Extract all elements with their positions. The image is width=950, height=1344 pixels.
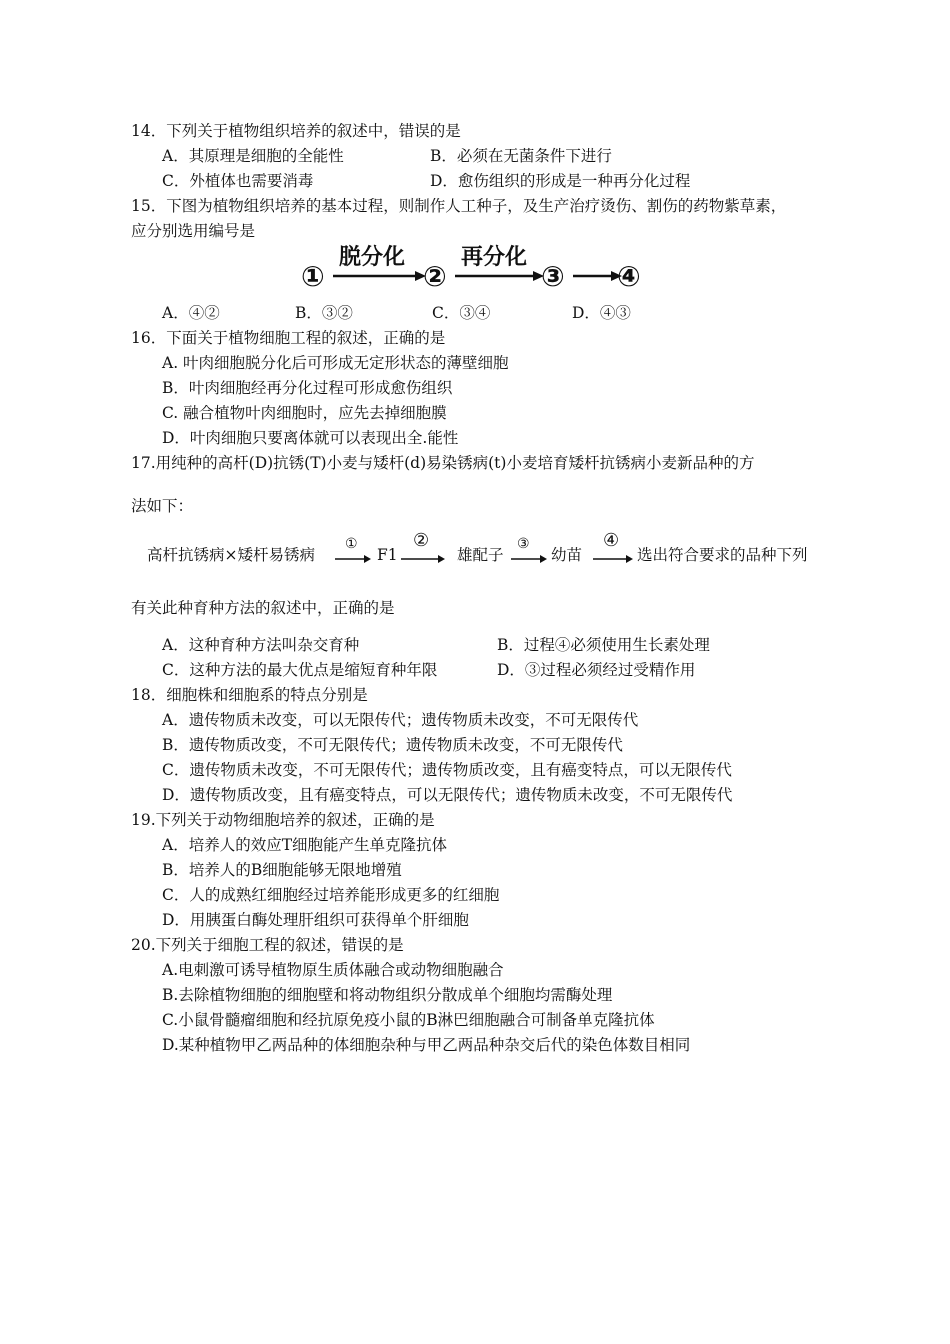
flow-step-3-label: ③ (517, 536, 530, 552)
q15-option-d: D．④③ (572, 304, 631, 322)
q17-stem-line1: 17.用纯种的高杆(D)抗锈(T)小麦与矮杆(d)易染锈病(t)小麦培育矮杆抗锈病小麦新品种的方 (131, 454, 755, 472)
q20-option-d: D.某种植物甲乙两品种的体细胞杂种与甲乙两品种杂交后代的染色体数目相同 (162, 1036, 691, 1054)
flow-step-2-label: ② (413, 530, 430, 551)
diagram-node-3: ③ (541, 260, 565, 293)
diagram-label-redifferentiation: 再分化 (461, 245, 528, 270)
q17-stem-line3: 有关此种育种方法的叙述中，正确的是 (131, 599, 395, 617)
flow-step-1-label: ① (345, 536, 358, 552)
q14-option-c: C．外植体也需要消毒 (162, 172, 314, 190)
q19-option-b: B．培养人的B细胞能够无限地增殖 (162, 861, 402, 879)
flow-arrow-3 (511, 554, 547, 564)
q19-option-c: C．人的成熟红细胞经过培养能形成更多的红细胞 (162, 886, 500, 904)
q15-option-c: C．③④ (432, 304, 491, 322)
q17-option-c: C．这种方法的最大优点是缩短育种年限 (162, 661, 438, 679)
q20-option-a: A.电刺激可诱导植物原生质体融合或动物细胞融合 (162, 961, 504, 979)
q16-option-a: A. 叶肉细胞脱分化后可形成无定形状态的薄壁细胞 (162, 354, 509, 372)
flow-arrow-4 (593, 554, 633, 564)
flow-f1: F1 (377, 546, 398, 564)
q18-option-c: C．遗传物质未改变，不可无限传代；遗传物质改变，且有癌变特点，可以无限传代 (162, 761, 732, 779)
q17-option-b: B．过程④必须使用生长素处理 (497, 636, 710, 654)
q18-option-d: D．遗传物质改变，且有癌变特点，可以无限传代；遗传物质未改变，不可无限传代 (162, 786, 733, 804)
q15-option-a: A．④② (162, 304, 220, 322)
diagram-node-4: ④ (617, 260, 641, 293)
q17-option-a: A．这种育种方法叫杂交育种 (162, 636, 360, 654)
flow-start: 高杆抗锈病×矮杆易锈病 (147, 546, 315, 564)
tissue-culture-diagram (295, 238, 655, 298)
flow-male-gamete: 雄配子 (457, 546, 504, 564)
flow-arrow-2 (401, 554, 445, 564)
q19-option-d: D．用胰蛋白酶处理肝组织可获得单个肝细胞 (162, 911, 469, 929)
diagram-node-1: ① (301, 260, 325, 293)
q14-option-b: B．必须在无菌条件下进行 (430, 147, 612, 165)
q14-option-a: A．其原理是细胞的全能性 (162, 147, 344, 165)
diagram-node-2: ② (423, 260, 447, 293)
q19-option-a: A．培养人的效应T细胞能产生单克隆抗体 (162, 836, 448, 854)
q18-option-b: B．遗传物质改变，不可无限传代；遗传物质未改变，不可无限传代 (162, 736, 623, 754)
q20-stem: 20.下列关于细胞工程的叙述，错误的是 (131, 936, 404, 954)
q16-option-c: C. 融合植物叶肉细胞时，应先去掉细胞膜 (162, 404, 447, 422)
breeding-flow (131, 530, 851, 570)
q17-option-d: D．③过程必须经过受精作用 (497, 661, 696, 679)
q15-stem-line2: 应分别选用编号是 (131, 222, 256, 240)
diagram-label-dedifferentiation: 脱分化 (339, 245, 406, 270)
q16-option-d: D．叶肉细胞只要离体就可以表现出全.能性 (162, 429, 459, 447)
flow-arrow-1 (335, 554, 371, 564)
q17-stem-line2: 法如下： (131, 497, 194, 515)
q18-stem: 18．细胞株和细胞系的特点分别是 (131, 686, 368, 704)
flow-end: 选出符合要求的品种下列 (637, 546, 808, 564)
q15-option-b: B．③② (295, 304, 353, 322)
q16-stem: 16．下面关于植物细胞工程的叙述，正确的是 (131, 329, 446, 347)
q20-option-b: B.去除植物细胞的细胞壁和将动物组织分散成单个细胞均需酶处理 (162, 986, 613, 1004)
q14-stem: 14．下列关于植物组织培养的叙述中，错误的是 (131, 122, 461, 140)
q18-option-a: A．遗传物质未改变，可以无限传代；遗传物质未改变，不可无限传代 (162, 711, 639, 729)
q19-stem: 19.下列关于动物细胞培养的叙述，正确的是 (131, 811, 435, 829)
q20-option-c: C.小鼠骨髓瘤细胞和经抗原免疫小鼠的B淋巴细胞融合可制备单克隆抗体 (162, 1011, 655, 1029)
flow-seedling: 幼苗 (551, 546, 583, 564)
q14-option-d: D．愈伤组织的形成是一种再分化过程 (430, 172, 691, 190)
q16-option-b: B．叶肉细胞经再分化过程可形成愈伤组织 (162, 379, 453, 397)
q15-stem-line1: 15．下图为植物组织培养的基本过程，则制作人工种子，及生产治疗烫伤、割伤的药物紫草素， (131, 197, 787, 215)
flow-step-4-label: ④ (603, 530, 620, 551)
